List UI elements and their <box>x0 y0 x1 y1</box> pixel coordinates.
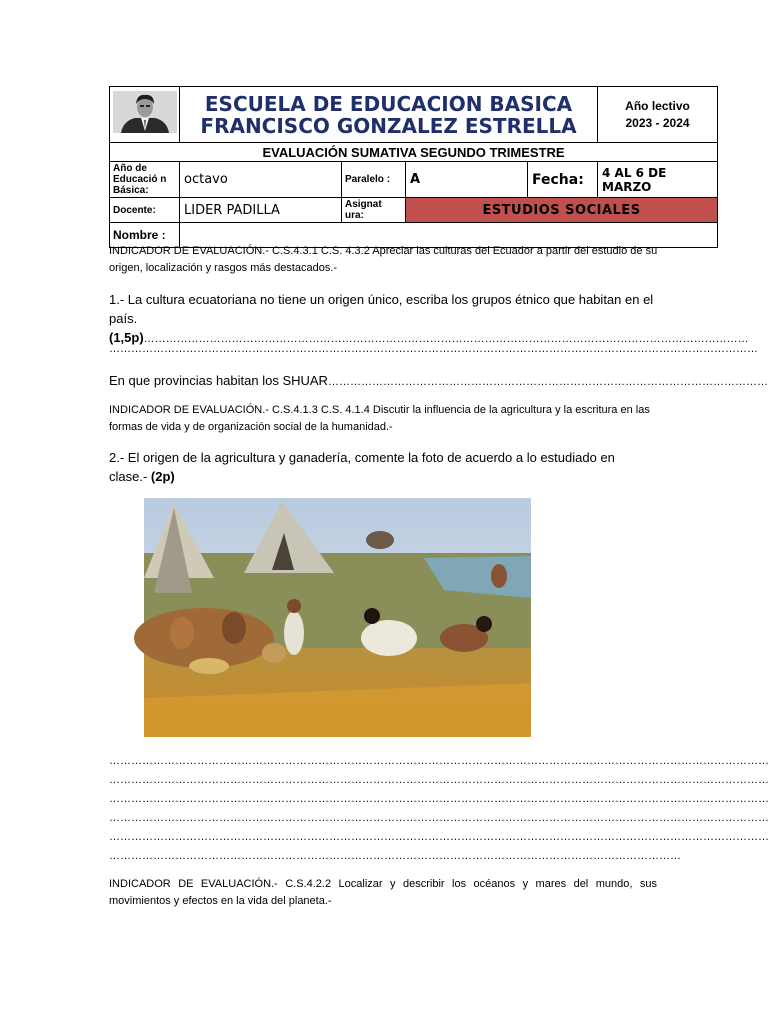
paralelo-label: Paralelo : <box>342 162 406 198</box>
answer-line[interactable]: ……………………………………………………………………………………………………………………………………………………………… <box>109 793 769 805</box>
answer-line[interactable]: ……………………………………………………………………………………………………………………………………………………………… <box>109 831 769 843</box>
school-year-label: Año lectivo <box>625 98 690 113</box>
question-1-points: (1,5p) <box>109 330 144 345</box>
school-year-value: 2023 - 2024 <box>625 115 690 130</box>
paralelo-field[interactable]: A <box>406 162 528 198</box>
question-1-answer-line[interactable]: ………………………………………………………………………………………………………………………………………………… <box>143 333 749 345</box>
question-1b-text: En que provincias habitan los SHUAR <box>109 373 328 388</box>
indicator-3: INDICADOR DE EVALUACIÓN.- C.S.4.2.2 Localizar y describir los océanos y mares del mundo, sus movimientos y efectos en la vida del planeta.- <box>109 878 657 907</box>
question-1-answer-line-2[interactable]: …………………………………………………………………………………………………………………………………………………………… <box>109 343 758 355</box>
school-name-line2: FRANCISCO GONZALEZ ESTRELLA <box>200 113 577 138</box>
asignatura-label: Asignat ura: <box>342 198 406 223</box>
indicator-1: INDICADOR DE EVALUACIÓN.- C.S.4.3.1 C.S. 4.3.2 Apreciar las culturas del Ecuador a partir del estudio de su origen, localización y rasgos más destacados.- <box>109 245 658 274</box>
school-photo <box>113 91 177 133</box>
evaluation-title: EVALUACIÓN SUMATIVA SEGUNDO TRIMESTRE <box>110 143 718 162</box>
question-2-points: (2p) <box>150 469 175 484</box>
school-name <box>180 87 598 143</box>
school-name-line1: ESCUELA DE EDUCACION BASICA <box>204 91 573 116</box>
docente-field[interactable]: LIDER PADILLA <box>180 198 342 223</box>
school-year <box>598 87 718 143</box>
grade-field[interactable]: octavo <box>180 162 342 198</box>
question-2 <box>109 448 629 486</box>
school-logo-cell <box>110 87 180 143</box>
docente-label: Docente: <box>110 198 180 223</box>
answer-line[interactable]: ……………………………………………………………………………………………………………………………………………………………… <box>109 774 769 786</box>
nombre-label: Nombre : <box>110 223 180 248</box>
asignatura-field[interactable]: ESTUDIOS SOCIALES <box>406 198 718 223</box>
question-1b <box>109 371 768 392</box>
answer-line[interactable]: ……………………………………………………………………………………………………………………………………………………………… <box>109 812 769 824</box>
question-2-text: 2.- El origen de la agricultura y ganadería, comente la foto de acuerdo a lo estudiado en clase.- <box>109 450 615 484</box>
answer-line[interactable]: ………………………………………………………………………………………………………………………………………… <box>109 850 681 862</box>
agriculture-photo <box>144 498 531 737</box>
agriculture-illustration <box>144 498 531 737</box>
fecha-field[interactable]: 4 AL 6 DE MARZO <box>598 162 718 198</box>
grade-label: Año de Educació n Básica: <box>110 162 180 198</box>
fecha-label: Fecha: <box>528 162 598 198</box>
indicator-2: INDICADOR DE EVALUACIÓN.- C.S.4.1.3 C.S. 4.1.4 Discutir la influencia de la agricultura y la escritura en las formas de vida y de organización social de la humanidad.- <box>109 404 650 433</box>
answer-line[interactable]: ……………………………………………………………………………………………………………………………………………………………… <box>109 755 769 767</box>
header-table <box>109 86 718 248</box>
question-1b-answer-line[interactable]: ………………………………………………………………………………………………………… <box>327 376 768 388</box>
question-1-text: 1.- La cultura ecuatoriana no tiene un origen único, escriba los grupos étnico que habitan en el país. <box>109 292 654 326</box>
question-2-answer-lines <box>109 752 769 866</box>
